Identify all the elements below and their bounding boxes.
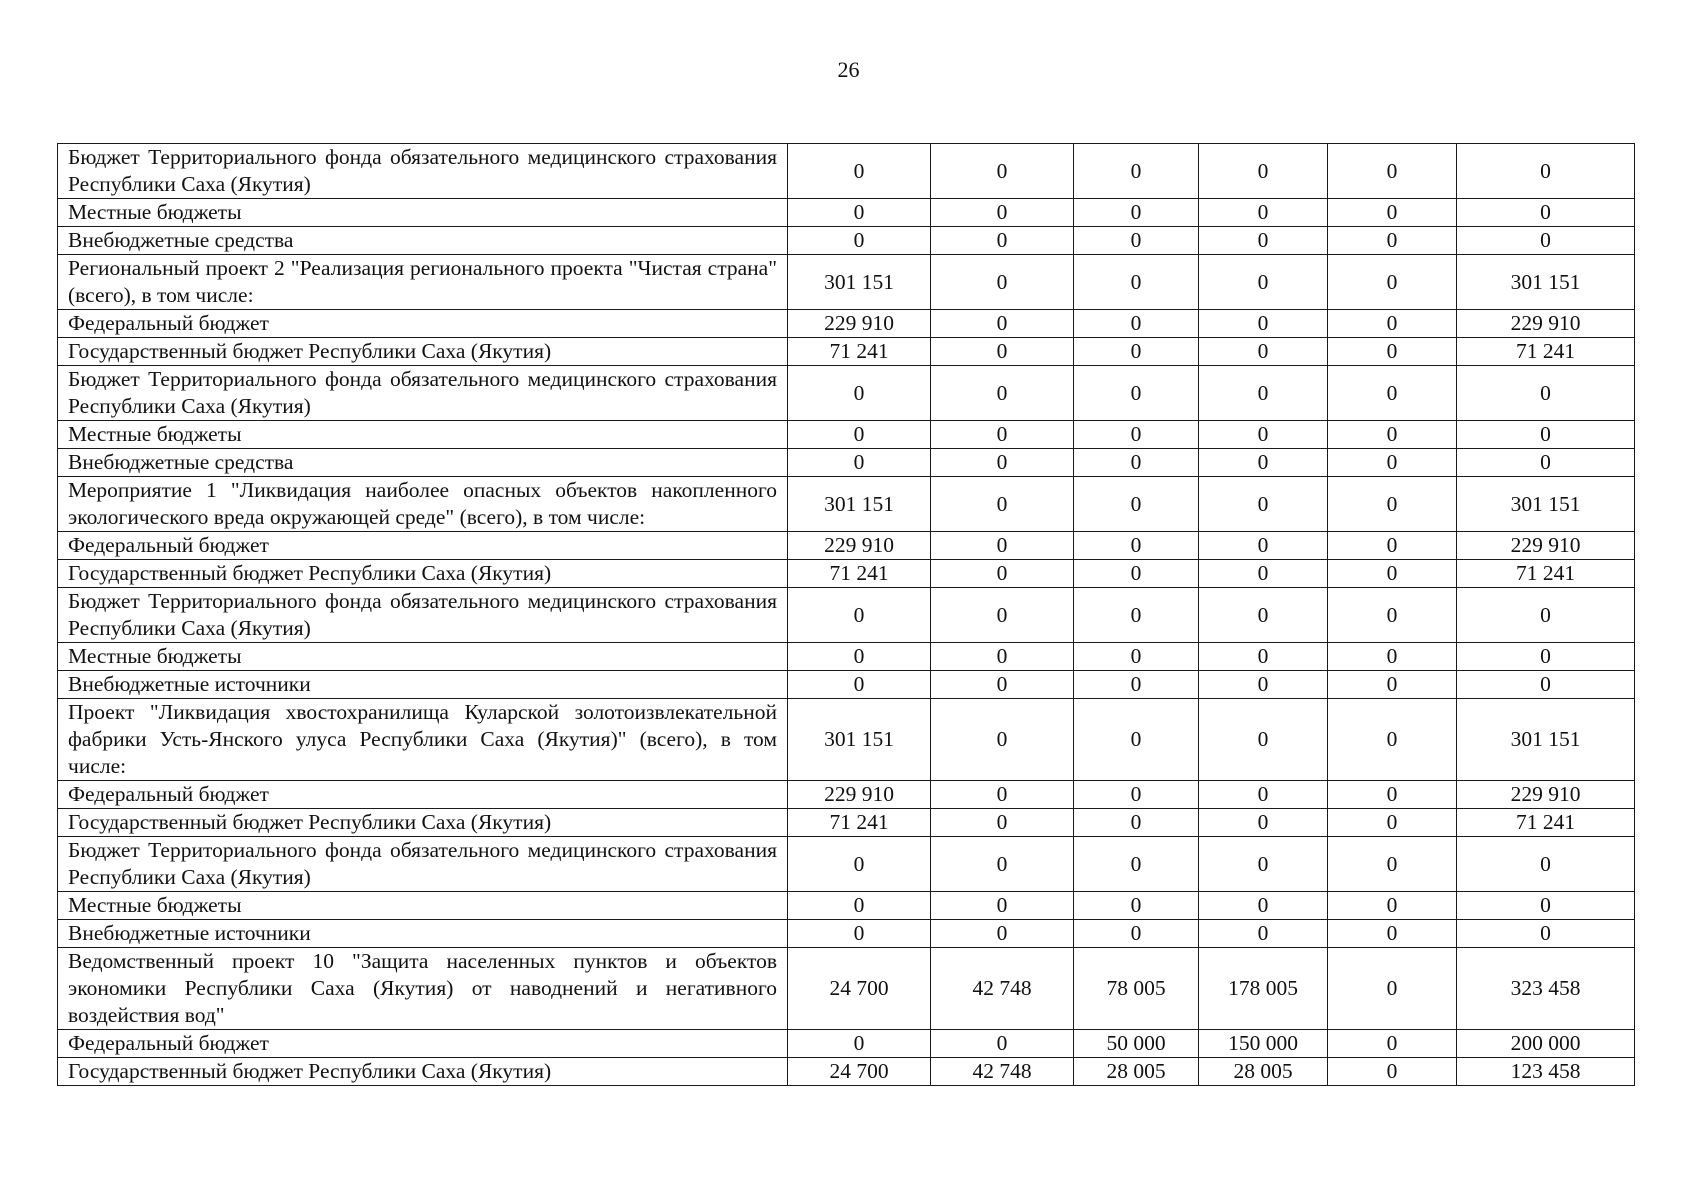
table-row [58, 338, 1635, 366]
table-row [58, 366, 1635, 421]
table-row [58, 227, 1635, 255]
value-cell: 0 [788, 671, 931, 699]
value-cell: 0 [1074, 310, 1199, 338]
value-cell: 0 [931, 643, 1074, 671]
value-cell: 0 [1328, 892, 1457, 920]
value-cell: 0 [931, 532, 1074, 560]
value-cell: 0 [1199, 781, 1328, 809]
row-label: Местные бюджеты [58, 199, 788, 227]
value-cell: 0 [1074, 255, 1199, 310]
table-row [58, 1058, 1635, 1086]
table-row [58, 199, 1635, 227]
value-cell: 0 [1457, 920, 1635, 948]
value-cell: 0 [1199, 588, 1328, 643]
value-cell: 0 [931, 338, 1074, 366]
value-cell: 0 [1199, 255, 1328, 310]
value-cell: 0 [1074, 781, 1199, 809]
value-cell: 0 [1074, 532, 1199, 560]
value-cell: 0 [1328, 532, 1457, 560]
page-number: 26 [837, 57, 860, 82]
value-cell: 0 [1328, 366, 1457, 421]
row-label: Внебюджетные средства [58, 449, 788, 477]
value-cell: 71 241 [788, 560, 931, 588]
value-cell: 0 [788, 144, 931, 199]
table-body [58, 144, 1635, 1086]
value-cell: 0 [1199, 310, 1328, 338]
value-cell: 0 [931, 1030, 1074, 1058]
value-cell: 24 700 [788, 948, 931, 1030]
value-cell: 0 [1199, 837, 1328, 892]
row-label: Федеральный бюджет [58, 781, 788, 809]
table-row [58, 809, 1635, 837]
row-label: Бюджет Территориального фонда обязательного медицинского страхования Республики Саха (Якутия) [58, 366, 788, 421]
row-label: Мероприятие 1 "Ликвидация наиболее опасных объектов накопленного экологического вреда окружающей среде" (всего), в том числе: [58, 477, 788, 532]
value-cell: 0 [1074, 809, 1199, 837]
value-cell: 0 [931, 421, 1074, 449]
value-cell: 0 [1328, 421, 1457, 449]
row-label: Федеральный бюджет [58, 310, 788, 338]
value-cell: 0 [1328, 588, 1457, 643]
value-cell: 0 [931, 671, 1074, 699]
value-cell: 78 005 [1074, 948, 1199, 1030]
value-cell: 0 [1074, 199, 1199, 227]
value-cell: 0 [1457, 643, 1635, 671]
table-row [58, 699, 1635, 781]
value-cell: 0 [788, 588, 931, 643]
value-cell: 0 [1074, 699, 1199, 781]
value-cell: 123 458 [1457, 1058, 1635, 1086]
value-cell: 0 [1199, 809, 1328, 837]
value-cell: 0 [931, 477, 1074, 532]
value-cell: 71 241 [1457, 338, 1635, 366]
value-cell: 0 [931, 588, 1074, 643]
value-cell: 42 748 [931, 948, 1074, 1030]
value-cell: 0 [1074, 227, 1199, 255]
value-cell: 0 [931, 227, 1074, 255]
value-cell: 0 [1328, 310, 1457, 338]
value-cell: 0 [1199, 338, 1328, 366]
value-cell: 0 [788, 643, 931, 671]
row-label: Проект "Ликвидация хвостохранилища Куларской золотоизвлекательной фабрики Усть-Янского улуса Республики Саха (Якутия)" (всего), в том числе: [58, 699, 788, 781]
value-cell: 0 [1199, 477, 1328, 532]
value-cell: 0 [788, 366, 931, 421]
value-cell: 0 [788, 892, 931, 920]
value-cell: 0 [788, 1030, 931, 1058]
value-cell: 0 [931, 255, 1074, 310]
value-cell: 200 000 [1457, 1030, 1635, 1058]
value-cell: 0 [1074, 421, 1199, 449]
value-cell: 0 [1457, 588, 1635, 643]
table-row [58, 560, 1635, 588]
value-cell: 0 [1328, 1030, 1457, 1058]
value-cell: 0 [1457, 421, 1635, 449]
value-cell: 0 [1328, 227, 1457, 255]
value-cell: 0 [1074, 477, 1199, 532]
table-row [58, 781, 1635, 809]
table-row [58, 892, 1635, 920]
value-cell: 301 151 [1457, 699, 1635, 781]
row-label: Внебюджетные источники [58, 671, 788, 699]
table-row [58, 671, 1635, 699]
value-cell: 0 [1457, 366, 1635, 421]
value-cell: 0 [1328, 560, 1457, 588]
row-label: Местные бюджеты [58, 892, 788, 920]
value-cell: 301 151 [788, 255, 931, 310]
value-cell: 229 910 [788, 310, 931, 338]
value-cell: 0 [1074, 643, 1199, 671]
value-cell: 0 [1328, 144, 1457, 199]
value-cell: 0 [931, 809, 1074, 837]
value-cell: 0 [1328, 643, 1457, 671]
value-cell: 71 241 [788, 809, 931, 837]
value-cell: 0 [1328, 449, 1457, 477]
value-cell: 0 [931, 310, 1074, 338]
table-row [58, 421, 1635, 449]
value-cell: 0 [788, 449, 931, 477]
value-cell: 0 [1074, 671, 1199, 699]
value-cell: 0 [1328, 920, 1457, 948]
value-cell: 323 458 [1457, 948, 1635, 1030]
value-cell: 0 [1328, 948, 1457, 1030]
value-cell: 0 [1199, 643, 1328, 671]
row-label: Государственный бюджет Республики Саха (Якутия) [58, 560, 788, 588]
value-cell: 0 [1328, 255, 1457, 310]
table-row [58, 588, 1635, 643]
value-cell: 229 910 [1457, 532, 1635, 560]
value-cell: 0 [1199, 920, 1328, 948]
value-cell: 0 [931, 837, 1074, 892]
value-cell: 0 [1328, 477, 1457, 532]
value-cell: 229 910 [1457, 310, 1635, 338]
row-label: Ведомственный проект 10 "Защита населенных пунктов и объектов экономики Республики Саха (Якутия) от наводнений и негативного воздействия вод" [58, 948, 788, 1030]
value-cell: 0 [931, 892, 1074, 920]
value-cell: 0 [1328, 781, 1457, 809]
value-cell: 178 005 [1199, 948, 1328, 1030]
value-cell: 0 [931, 366, 1074, 421]
value-cell: 0 [1328, 671, 1457, 699]
row-label: Бюджет Территориального фонда обязательного медицинского страхования Республики Саха (Якутия) [58, 588, 788, 643]
value-cell: 0 [788, 920, 931, 948]
value-cell: 28 005 [1199, 1058, 1328, 1086]
value-cell: 0 [1457, 144, 1635, 199]
value-cell: 0 [1199, 892, 1328, 920]
value-cell: 0 [1199, 199, 1328, 227]
row-label: Государственный бюджет Республики Саха (Якутия) [58, 1058, 788, 1086]
value-cell: 301 151 [1457, 477, 1635, 532]
value-cell: 0 [931, 144, 1074, 199]
value-cell: 0 [1328, 338, 1457, 366]
value-cell: 229 910 [788, 781, 931, 809]
value-cell: 0 [1074, 920, 1199, 948]
value-cell: 0 [1199, 144, 1328, 199]
value-cell: 0 [931, 781, 1074, 809]
row-label: Местные бюджеты [58, 643, 788, 671]
value-cell: 0 [931, 699, 1074, 781]
value-cell: 301 151 [1457, 255, 1635, 310]
value-cell: 0 [1199, 560, 1328, 588]
row-label: Федеральный бюджет [58, 532, 788, 560]
table-row [58, 477, 1635, 532]
row-label: Местные бюджеты [58, 421, 788, 449]
value-cell: 0 [1457, 199, 1635, 227]
value-cell: 0 [788, 421, 931, 449]
row-label: Бюджет Территориального фонда обязательного медицинского страхования Республики Саха (Якутия) [58, 144, 788, 199]
row-label: Государственный бюджет Республики Саха (Якутия) [58, 809, 788, 837]
value-cell: 150 000 [1199, 1030, 1328, 1058]
value-cell: 0 [1328, 837, 1457, 892]
value-cell: 301 151 [788, 699, 931, 781]
row-label: Внебюджетные средства [58, 227, 788, 255]
value-cell: 229 910 [788, 532, 931, 560]
row-label: Внебюджетные источники [58, 920, 788, 948]
value-cell: 0 [1074, 144, 1199, 199]
value-cell: 24 700 [788, 1058, 931, 1086]
value-cell: 0 [1199, 671, 1328, 699]
row-label: Государственный бюджет Республики Саха (Якутия) [58, 338, 788, 366]
value-cell: 42 748 [931, 1058, 1074, 1086]
table-row [58, 449, 1635, 477]
value-cell: 0 [1199, 421, 1328, 449]
value-cell: 71 241 [788, 338, 931, 366]
table-row [58, 532, 1635, 560]
value-cell: 0 [1457, 227, 1635, 255]
value-cell: 0 [1328, 809, 1457, 837]
budget-table [57, 143, 1635, 1086]
value-cell: 0 [1457, 892, 1635, 920]
value-cell: 28 005 [1074, 1058, 1199, 1086]
value-cell: 0 [1074, 837, 1199, 892]
value-cell: 0 [1457, 449, 1635, 477]
value-cell: 0 [931, 920, 1074, 948]
value-cell: 229 910 [1457, 781, 1635, 809]
value-cell: 0 [1199, 366, 1328, 421]
value-cell: 0 [1074, 560, 1199, 588]
table-row [58, 310, 1635, 338]
value-cell: 0 [1457, 837, 1635, 892]
value-cell: 0 [1199, 449, 1328, 477]
row-label: Федеральный бюджет [58, 1030, 788, 1058]
value-cell: 0 [1199, 227, 1328, 255]
table-row [58, 144, 1635, 199]
value-cell: 0 [788, 837, 931, 892]
value-cell: 0 [931, 560, 1074, 588]
value-cell: 0 [1074, 338, 1199, 366]
value-cell: 0 [1457, 671, 1635, 699]
table-row [58, 643, 1635, 671]
value-cell: 0 [1199, 699, 1328, 781]
value-cell: 0 [1074, 588, 1199, 643]
value-cell: 50 000 [1074, 1030, 1199, 1058]
row-label: Бюджет Территориального фонда обязательного медицинского страхования Республики Саха (Якутия) [58, 837, 788, 892]
value-cell: 0 [1199, 532, 1328, 560]
value-cell: 0 [931, 199, 1074, 227]
value-cell: 0 [1074, 366, 1199, 421]
table-row [58, 837, 1635, 892]
value-cell: 0 [1074, 892, 1199, 920]
value-cell: 0 [788, 199, 931, 227]
row-label: Региональный проект 2 "Реализация регионального проекта "Чистая страна" (всего), в том числе: [58, 255, 788, 310]
value-cell: 0 [1328, 199, 1457, 227]
value-cell: 301 151 [788, 477, 931, 532]
value-cell: 0 [1074, 449, 1199, 477]
table-row [58, 255, 1635, 310]
table-row [58, 948, 1635, 1030]
value-cell: 71 241 [1457, 809, 1635, 837]
value-cell: 71 241 [1457, 560, 1635, 588]
table-row [58, 920, 1635, 948]
value-cell: 0 [788, 227, 931, 255]
table-row [58, 1030, 1635, 1058]
value-cell: 0 [1328, 699, 1457, 781]
value-cell: 0 [1328, 1058, 1457, 1086]
value-cell: 0 [931, 449, 1074, 477]
